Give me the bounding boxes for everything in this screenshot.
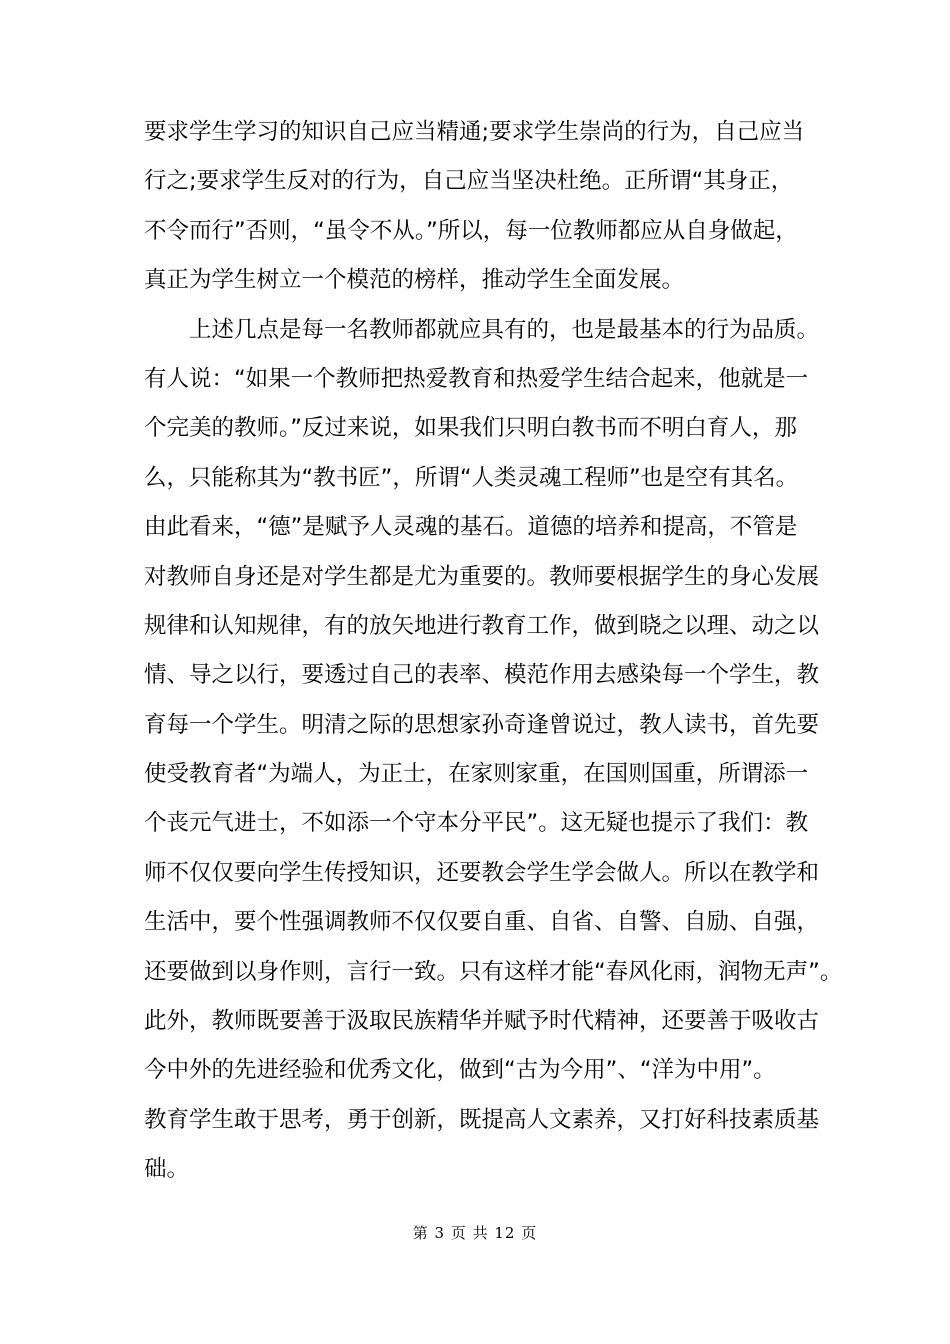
- text-line: 上述几点是每一名教师都就应具有的，也是最基本的行为品质。: [144, 316, 820, 343]
- page-number-footer: 第 3 页 共 12 页: [412, 1224, 538, 1242]
- text-line: 有人说：“如果一个教师把热爱教育和热爱学生结合起来，他就是一: [144, 365, 809, 392]
- text-line: 础。: [144, 1156, 190, 1183]
- text-line: 不令而行”否则，“虽令不从。”所以，每一位教师都应从自身做起，: [144, 217, 798, 244]
- text-line: 个丧元气进士，不如添一个守本分平民”。这无疑也提示了我们：教: [144, 810, 809, 837]
- text-line: 今中外的先进经验和优秀文化，做到“古为今用”、“洋为中用”。: [144, 1057, 776, 1084]
- body-text: [144, 108, 843, 1195]
- text-line: 此外，教师既要善于汲取民族精华并赋予时代精神，还要善于吸收古: [144, 1008, 820, 1035]
- text-line: 规律和认知规律，有的放矢地进行教育工作，做到晓之以理、动之以: [144, 612, 820, 639]
- text-line: 要求学生学习的知识自己应当精通;要求学生崇尚的行为，自己应当: [144, 119, 805, 145]
- text-line: 个完美的教师。”反过来说，如果我们只明白教书而不明白育人，那: [144, 415, 797, 442]
- text-line: 育每一个学生。明清之际的思想家孙奇逢曾说过，教人读书，首先要: [144, 711, 820, 738]
- text-line: 教育学生敢于思考，勇于创新，既提高人文素养，又打好科技素质基: [144, 1106, 820, 1133]
- text-line: 么，只能称其为“教书匠”，所谓“人类灵魂工程师”也是空有其名。: [144, 464, 799, 491]
- text-line: 情、导之以行，要透过自己的表率、模范作用去感染每一个学生，教: [144, 662, 820, 689]
- text-line: 使受教育者“为端人，为正士，在家则家重，在国则国重，所谓添一: [144, 761, 809, 788]
- text-line: 生活中，要个性强调教师不仅仅要自重、自省、自警、自励、自强，: [144, 909, 820, 936]
- text-line: 还要做到以身作则，言行一致。只有这样才能“春风化雨，润物无声”。: [144, 958, 843, 985]
- text-line: 师不仅仅要向学生传授知识，还要教会学生学会做人。所以在教学和: [144, 859, 820, 886]
- text-line: 由此看来，“德”是赋予人灵魂的基石。道德的培养和提高，不管是: [144, 514, 798, 541]
- text-line: 真正为学生树立一个模范的榜样，推动学生全面发展。: [144, 267, 685, 294]
- text-line: 行之;要求学生反对的行为，自己应当坚决杜绝。正所谓“其身正，: [144, 168, 794, 195]
- text-line: 对教师自身还是对学生都是尤为重要的。教师要根据学生的身心发展: [144, 563, 820, 590]
